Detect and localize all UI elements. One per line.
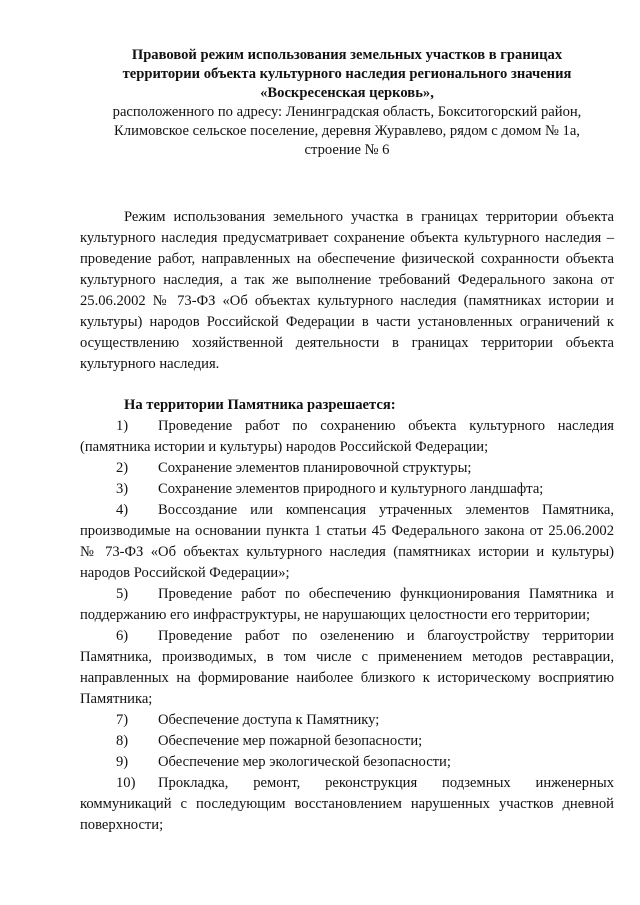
- list-item-number: 1): [116, 418, 129, 434]
- list-item: [80, 710, 614, 731]
- title-line-2: территории объекта культурного наследия регионального значения: [122, 66, 572, 82]
- list-item-number: 8): [116, 733, 129, 749]
- list-item: [80, 479, 614, 500]
- subtitle-line-2: Климовское сельское поселение, деревня Журавлево, рядом с домом № 1а,: [114, 123, 580, 139]
- list-item-number: 6): [116, 628, 129, 644]
- list-item-text: Обеспечение мер пожарной безопасности;: [158, 733, 423, 749]
- list-item-number: 5): [116, 586, 129, 602]
- list-item: [80, 416, 614, 458]
- list-item: [80, 752, 614, 773]
- intro-paragraph: Режим использования земельного участка в границах территории объекта культурного наследия предусматривает сохранение объекта культурного наследия – проведение работ, направленных на обеспечение физической сохранности объекта культурного наследия, а так же выполнение требований Федерального закона от 25.06.2002 № 73-ФЗ «Об объектах культурного наследия (памятниках истории и культуры) народов Российской Федерации в части установленных ограничений к осуществлению хозяйственной деятельности в границах территории объекта культурного наследия.: [80, 209, 614, 372]
- allowed-list: [80, 416, 614, 836]
- subtitle-line-3: строение № 6: [304, 142, 390, 158]
- list-item-text: Сохранение элементов планировочной структуры;: [158, 460, 472, 476]
- list-item: [80, 626, 614, 710]
- list-item-number: 2): [116, 460, 129, 476]
- list-item-text: Проведение работ по сохранению объекта культурного наследия (памятника истории и культуры) народов Российской Федерации;: [80, 418, 614, 455]
- list-item-number: 9): [116, 754, 129, 770]
- list-item-number: 4): [116, 502, 129, 518]
- list-item-text: Воссоздание или компенсация утраченных элементов Памятника, производимые на основании пункта 1 статьи 45 Федерального закона от 25.06.2002 № 73-ФЗ «Об объектах культурного наследия (памятниках истории и культуры) народов Российской Федерации»;: [80, 502, 614, 581]
- list-item-number: 7): [116, 712, 129, 728]
- list-item: [80, 500, 614, 584]
- subtitle-line-1: расположенного по адресу: Ленинградская область, Бокситогорский район,: [112, 104, 582, 120]
- list-item-number: 3): [116, 481, 129, 497]
- list-item-text: Проведение работ по обеспечению функционирования Памятника и поддержанию его инфраструктуры, не нарушающих целостности его территории;: [80, 586, 614, 623]
- list-item: [80, 458, 614, 479]
- list-item-text: Обеспечение мер экологической безопасности;: [158, 754, 451, 770]
- title-line-1: Правовой режим использования земельных участков в границах: [131, 47, 563, 63]
- document-title: [80, 46, 614, 103]
- list-item: [80, 731, 614, 752]
- document-subtitle: [80, 103, 614, 160]
- list-item: [80, 584, 614, 626]
- list-item-number: 10): [116, 775, 136, 791]
- list-item-text: Сохранение элементов природного и культурного ландшафта;: [158, 481, 544, 497]
- list-item-text: Проведение работ по озеленению и благоустройству территории Памятника, производимых, в том числе с применением методов реставрации, направленных на формирование наиболее близкого к историческому восприятию Памятника;: [80, 628, 614, 707]
- list-item: [80, 773, 614, 836]
- allowed-heading: На территории Памятника разрешается:: [124, 397, 396, 413]
- title-line-3: «Воскресенская церковь»,: [260, 85, 434, 101]
- list-item-text: Прокладка, ремонт, реконструкция подземных инженерных коммуникаций с последующим восстановлением нарушенных участков дневной поверхности;: [80, 775, 614, 833]
- list-item-text: Обеспечение доступа к Памятнику;: [158, 712, 380, 728]
